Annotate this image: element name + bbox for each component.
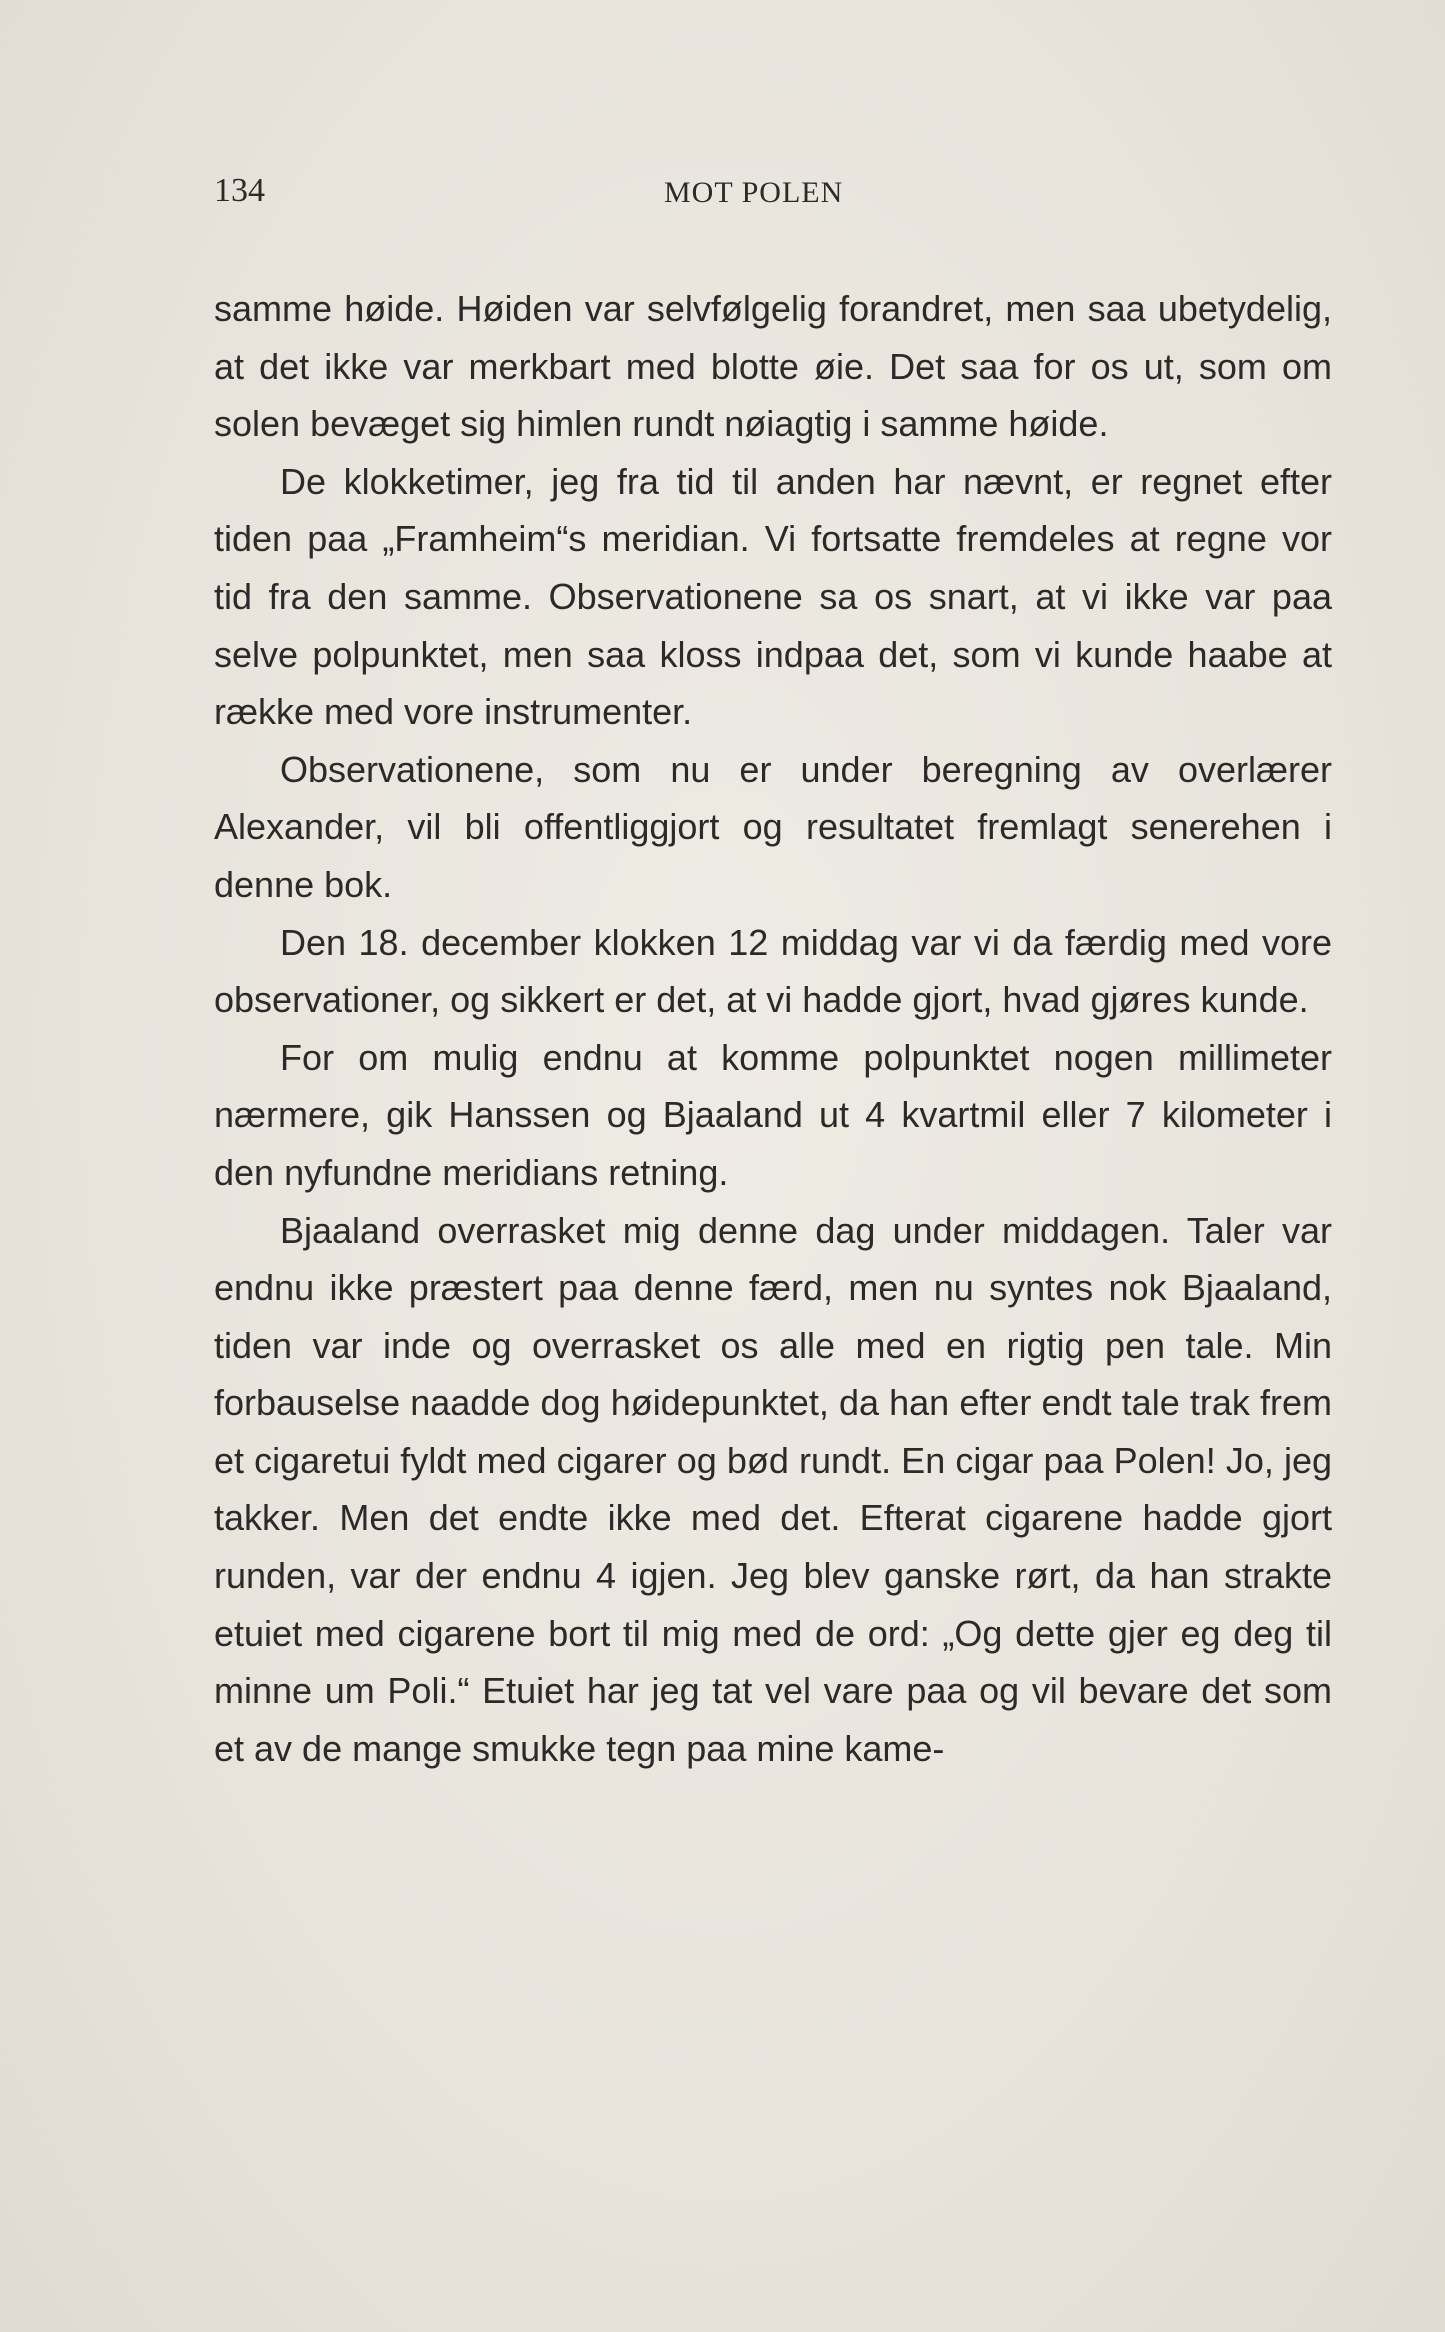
paragraph: De klokketimer, jeg fra tid til anden har nævnt, er regnet efter tiden paa „Framheim“s meridian. Vi fortsatte fremdeles at regne vor tid fra den samme. Observationene sa os snart, at vi ikke var paa selve polpunktet, men saa kloss indpaa det, som vi kunde haabe at række med vore instrumenter. bbox=[214, 460, 1332, 733]
running-title: MOT POLEN bbox=[664, 176, 844, 209]
page-number: 134 bbox=[214, 172, 265, 209]
paragraph: Den 18. december klokken 12 middag var vi da færdig med vore observationer, og sikkert er det, at vi hadde gjort, hvad gjøres kunde. bbox=[214, 921, 1332, 1021]
body-text bbox=[214, 280, 1332, 1777]
paragraph: For om mulig endnu at komme polpunktet nogen millimeter nærmere, gik Hanssen og Bjaaland ut 4 kvartmil eller 7 kilometer i den nyfundne meridians retning. bbox=[214, 1036, 1332, 1193]
paragraph: Bjaaland overrasket mig denne dag under middagen. Taler var endnu ikke præstert paa denne færd, men nu syntes nok Bjaaland, tiden var inde og overrasket os alle med en rigtig pen tale. Min forbauselse naadde dog høidepunktet, da han efter endt tale trak frem et cigaretui fyldt med cigarer og bød rundt. En cigar paa Polen! Jo, jeg takker. Men det endte ikke med det. Efterat cigarene hadde gjort runden, var der endnu 4 igjen. Jeg blev ganske rørt, da han strakte etuiet med cigarene bort til mig med de ord: „Og dette gjer eg deg til minne um Poli.“ Etuiet har jeg tat vel vare paa og vil bevare det som et av de mange smukke tegn paa mine kame- bbox=[214, 1209, 1332, 1769]
page-header bbox=[214, 172, 1332, 222]
paragraph-continued: samme høide. Høiden var selvfølgelig forandret, men saa ubetydelig, at det ikke var merkbart med blotte øie. Det saa for os ut, som om solen bevæget sig himlen rundt nøiagtig i samme høide. bbox=[214, 288, 1332, 445]
paragraph: Observationene, som nu er under beregning av overlærer Alexander, vil bli offentliggjort og resultatet fremlagt senerehen i denne bok. bbox=[214, 748, 1332, 905]
